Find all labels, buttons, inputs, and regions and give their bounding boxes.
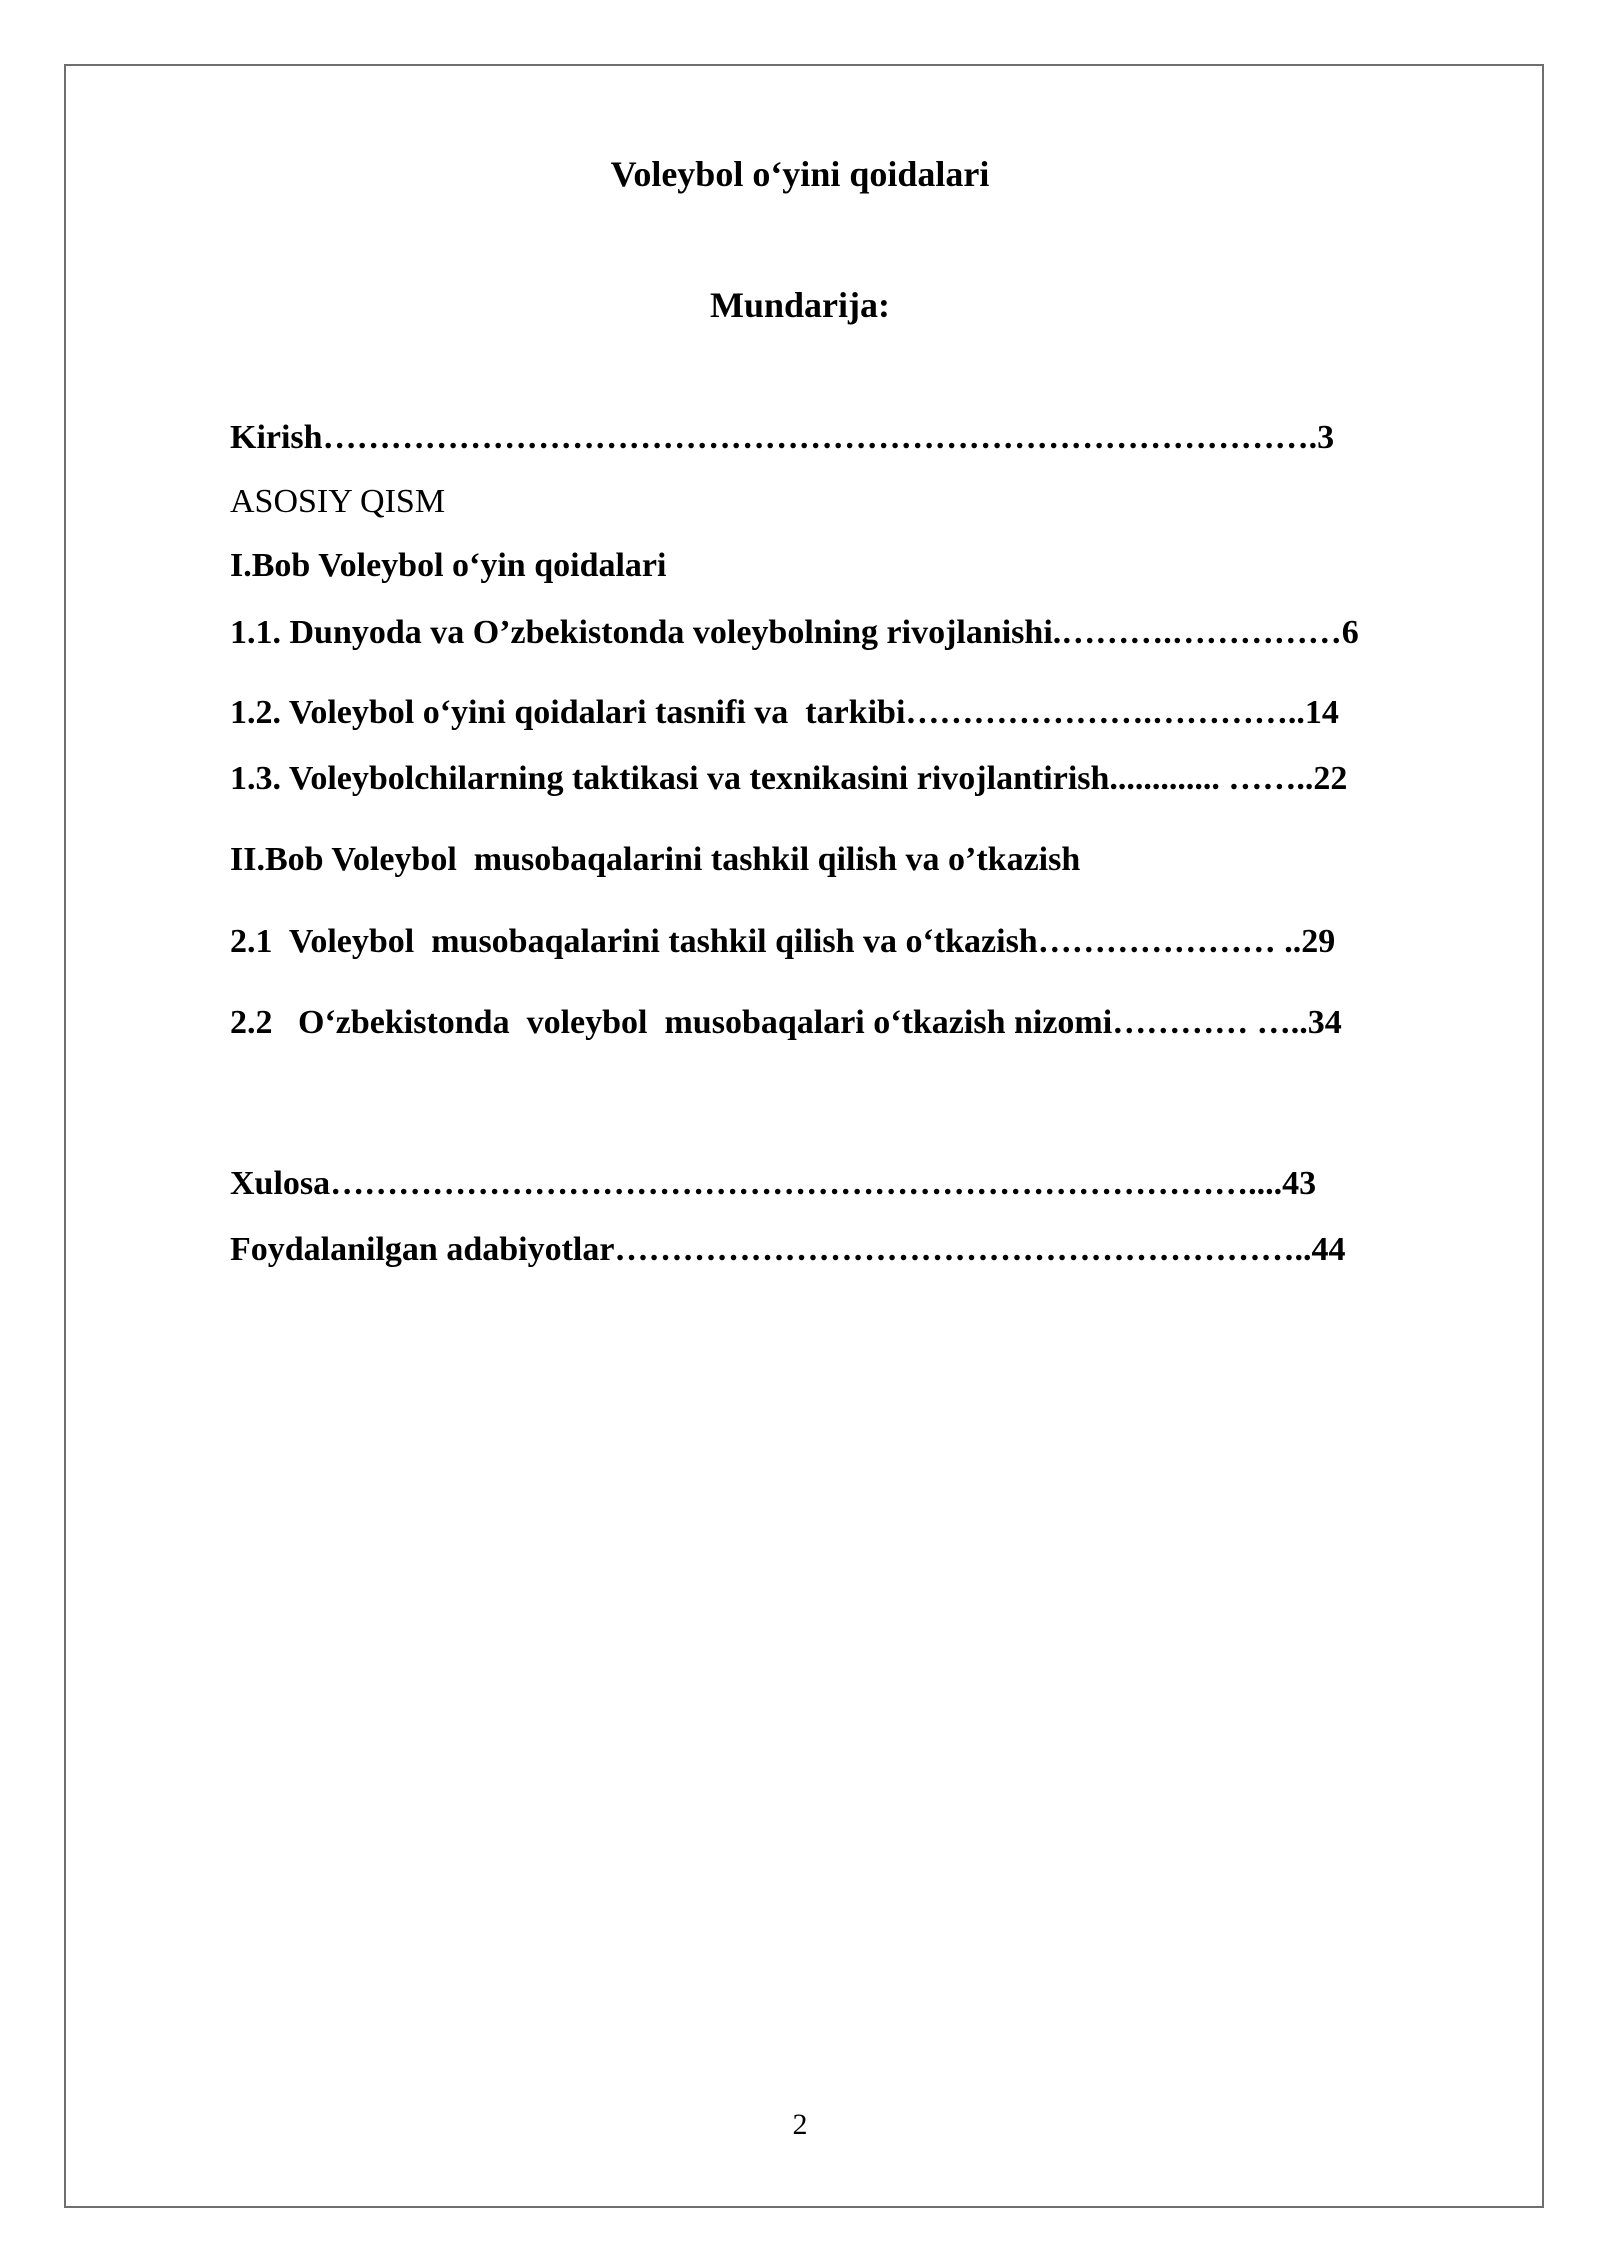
page-border — [64, 64, 1544, 2208]
toc-chapter-2: II.Bob Voleybol musobaqalarini tashkil qilish va o’tkazish — [230, 841, 1081, 878]
toc-section-asosiy-qism: ASOSIY QISM — [230, 483, 446, 520]
document-title: Voleybol o‘yini qoidalari — [610, 154, 990, 194]
toc-entry-2-2: 2.2 O‘zbekistonda voleybol musobaqalari o‘tkazish nizomi………… …..34 — [230, 1004, 1342, 1041]
toc-entry-adabiyotlar: Foydalanilgan adabiyotlar……………………………………………………..44 — [230, 1231, 1346, 1268]
toc-entry-1-3: 1.3. Voleybolchilarning taktikasi va texnikasini rivojlantirish............. ……..22 — [230, 760, 1348, 797]
toc-heading: Mundarija: — [710, 285, 890, 325]
toc-entry-1-1: 1.1. Dunyoda va O’zbekistonda voleybolning rivojlanishi.……….……………6 — [230, 614, 1359, 651]
toc-entry-kirish: Kirish…………………………………………………………………………….3 — [230, 419, 1335, 456]
toc-chapter-1: I.Bob Voleybol o‘yin qoidalari — [230, 547, 667, 584]
toc-entry-2-1: 2.1 Voleybol musobaqalarini tashkil qilish va o‘tkazish………………… ..29 — [230, 923, 1336, 960]
toc-entry-1-2: 1.2. Voleybol o‘yini qoidalari tasnifi va tarkibi………………….…………..14 — [230, 694, 1339, 731]
page-number: 2 — [792, 2108, 808, 2141]
toc-entry-xulosa: Xulosa………………………………………………………………………....43 — [230, 1165, 1317, 1202]
